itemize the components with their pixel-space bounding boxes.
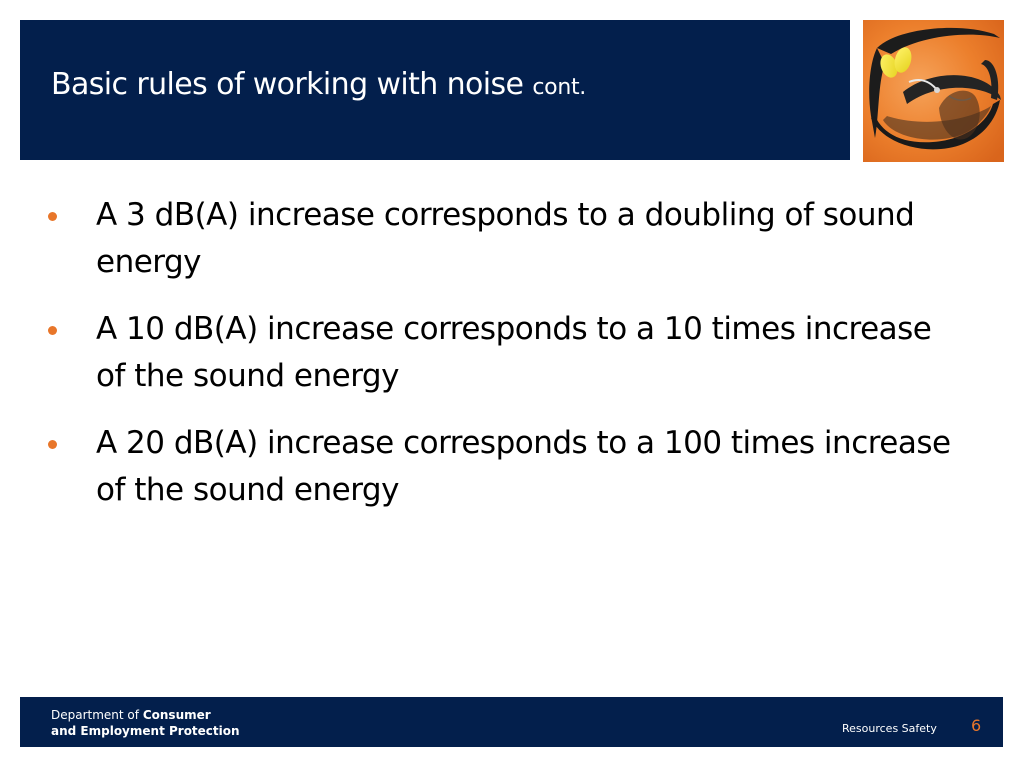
- department-name: [51, 707, 240, 739]
- dept-bold-2: and Employment Protection: [51, 724, 240, 738]
- bullet-text: A 20 dB(A) increase corresponds to a 100 times increase of the sound energy: [96, 425, 951, 508]
- bullet-dot-icon: [48, 440, 57, 449]
- footer-bar: [20, 697, 1003, 747]
- bullet-text: A 10 dB(A) increase corresponds to a 10 times increase of the sound energy: [96, 311, 932, 394]
- bullet-item: [0, 306, 1024, 400]
- bullet-item: [0, 420, 1024, 514]
- bullet-list: [0, 192, 1024, 534]
- title-main: Basic rules of working with noise: [51, 67, 524, 102]
- bullet-text: A 3 dB(A) increase corresponds to a doubling of sound energy: [96, 197, 915, 280]
- earplugs-glasses-icon: [863, 20, 1004, 162]
- title-bar: [20, 20, 850, 160]
- dept-bold-1: Consumer: [142, 708, 211, 722]
- bullet-item: [0, 192, 1024, 286]
- title-suffix: cont.: [532, 75, 586, 100]
- resources-safety-label: Resources Safety: [842, 722, 937, 735]
- bullet-dot-icon: [48, 212, 57, 221]
- bullet-dot-icon: [48, 326, 57, 335]
- slide-title: [51, 67, 586, 102]
- earplugs-glasses-photo: [863, 20, 1004, 162]
- page-number: 6: [971, 716, 982, 735]
- dept-prefix: Department of: [51, 708, 139, 722]
